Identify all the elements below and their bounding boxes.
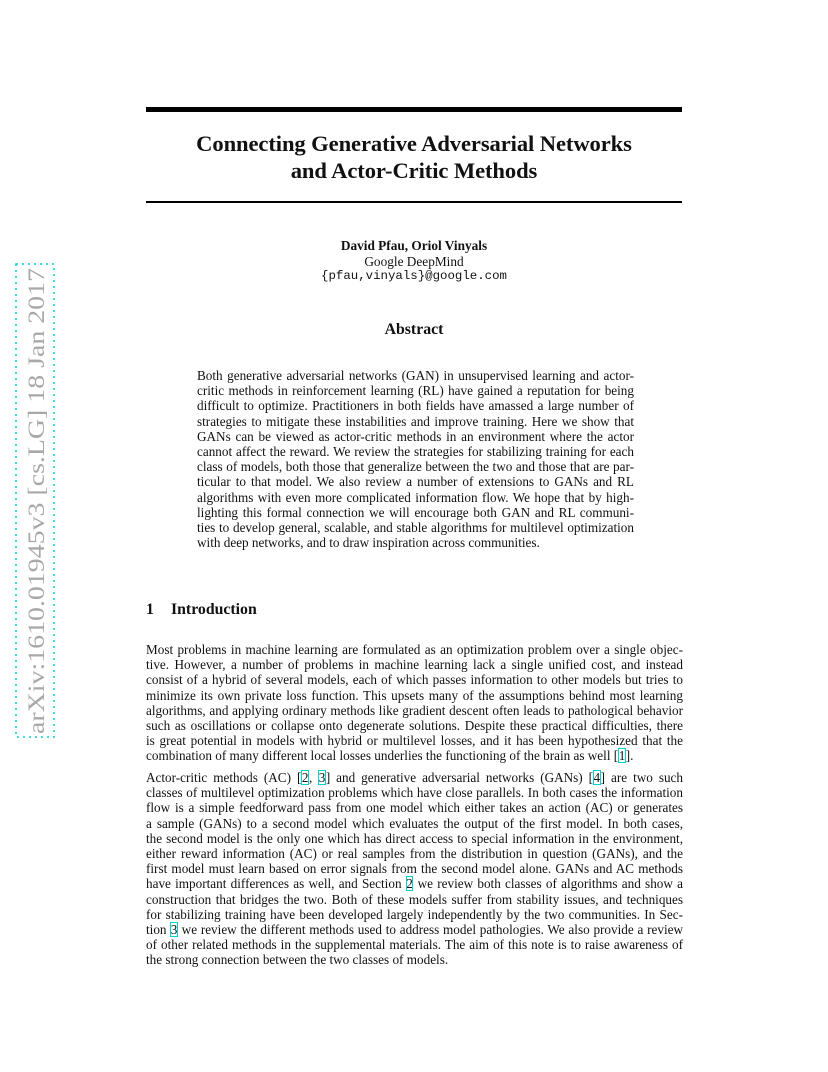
section-link-2[interactable]: 2 <box>406 876 413 892</box>
text-fragment: tion <box>146 922 171 938</box>
paragraph-line: a sample (GANs) to a second model which evaluates the output of the first model. In both cases, <box>146 815 683 831</box>
author-email: {pfau,vinyals}@google.com <box>321 269 507 283</box>
intro-paragraph-1 <box>146 642 683 764</box>
paragraph-line: is great potential in models with hybrid or multilevel losses, and it has been hypothesized that the <box>146 733 683 749</box>
paragraph-line: such as oscillations or collapse onto degenerate solutions. Despite these practical difficulties, there <box>146 718 683 734</box>
paragraph-line: algorithms, and applying ordinary methods like gradient descent often leads to pathological behavior <box>146 702 683 718</box>
abstract-line: ticular to that model. We also review a number of extensions to GANs and RL <box>197 474 634 490</box>
text-fragment: , <box>308 770 319 785</box>
citation-link-3[interactable]: 3 <box>318 770 326 785</box>
abstract-line: cannot affect the reward. We review the strategies for stabilizing training for each <box>197 444 634 460</box>
paragraph-line: for stabilizing training have been developed largely independently by the two communities. In Sec- <box>146 906 683 922</box>
section-title: Introduction <box>171 601 257 618</box>
text-fragment: ]. <box>625 748 634 764</box>
abstract-line: Both generative adversarial networks (GAN) in unsupervised learning and actor- <box>197 368 634 383</box>
section-link-3[interactable]: 3 <box>170 922 178 938</box>
text-fragment: Actor-critic methods (AC) [ <box>146 770 302 785</box>
title-line-1: Connecting Generative Adversarial Networks <box>196 131 632 156</box>
title-line-2: and Actor-Critic Methods <box>290 158 538 183</box>
text-fragment: ] are two such <box>600 770 683 785</box>
abstract-line: class of models, both those that generalize between the two and those that are par- <box>197 459 634 475</box>
abstract-line: difficult to optimize. Practitioners in both fields have amassed a large number of <box>197 398 634 414</box>
paragraph-line: consist of a hybrid of several models, each of which passes information to other models but tries to <box>146 672 683 688</box>
paragraph-line: the strong connection between the two classes of models. <box>146 952 449 968</box>
paragraph-line: classes of multilevel optimization problems which have close parallels. In both cases the information <box>146 785 683 801</box>
paragraph-line: Most problems in machine learning are formulated as an optimization problem over a single objec- <box>146 642 683 657</box>
text-fragment: combination of many different local losses underlies the functioning of the brain as well [ <box>146 748 619 764</box>
paragraph-line <box>146 748 683 763</box>
author-names: David Pfau, Oriol Vinyals <box>340 238 488 253</box>
text-fragment: ] and generative adversarial networks (GANs) [ <box>325 770 594 785</box>
abstract-line: with deep networks, and to draw inspiration across communities. <box>197 535 540 551</box>
text-fragment: we review the different methods used to address model pathologies. We also provide a review <box>177 922 684 938</box>
arxiv-stamp-text: arXiv:1610.01945v3 [cs.LG] 18 Jan 2017 <box>24 341 50 734</box>
abstract-line: strategies to mitigate these instabilities and improve training. Here we show that <box>197 413 634 429</box>
abstract-line: ties to develop general, scalable, and stable algorithms for multilevel optimization <box>197 520 634 536</box>
abstract-heading: Abstract <box>384 321 444 338</box>
section-heading-introduction <box>146 601 682 619</box>
text-fragment: we review both classes of algorithms and show a <box>413 876 683 892</box>
abstract-line: GANs can be viewed as actor-critic methods in an environment where the actor <box>197 428 634 444</box>
paragraph-line: tive. However, a number of problems in machine learning lack a single unified cost, and instead <box>146 657 683 673</box>
paragraph-line: first model must learn based on error signals from the second model alone. GANs and AC methods <box>146 861 683 877</box>
paper-title <box>146 130 682 184</box>
paragraph-line <box>146 770 683 785</box>
arxiv-stamp[interactable] <box>15 263 55 738</box>
citation-link-1[interactable]: 1 <box>618 748 626 764</box>
paragraph-line: either reward information (AC) or real samples from the distribution in question (GANs), and the <box>146 846 683 862</box>
text-fragment: have important differences as well, and Section <box>146 876 406 892</box>
abstract-line: lighting this formal connection we will encourage both GAN and RL communi- <box>197 504 634 520</box>
citation-link-4[interactable]: 4 <box>593 770 601 785</box>
author-block <box>146 238 682 285</box>
abstract-line: critic methods in reinforcement learning (RL) have gained a reputation for being <box>197 383 634 399</box>
paragraph-line: the second model is the only one which has direct access to special information in the environment, <box>146 830 683 846</box>
citation-link-2[interactable]: 2 <box>301 770 309 785</box>
title-rule-top <box>146 107 682 112</box>
paragraph-line: flow is a simple feedforward pass from one model which either takes an action (AC) or generates <box>146 800 683 816</box>
section-number: 1 <box>146 601 154 618</box>
abstract-line: algorithms with even more complicated information flow. We hope that by high- <box>197 489 634 505</box>
paragraph-line: of other related methods in the supplemental materials. The aim of this note is to raise awareness of <box>146 937 683 953</box>
author-affiliation: Google DeepMind <box>364 253 464 269</box>
title-rule-bottom <box>146 201 682 203</box>
paragraph-line: minimize its own private loss function. This upsets many of the assumptions behind most learning <box>146 687 683 703</box>
paragraph-line <box>146 922 683 937</box>
intro-paragraph-2 <box>146 770 683 968</box>
paragraph-line: construction that bridges the two. Both of these models suffer from stability issues, and techniques <box>146 891 683 907</box>
abstract-body <box>197 368 634 550</box>
paragraph-line <box>146 876 683 891</box>
